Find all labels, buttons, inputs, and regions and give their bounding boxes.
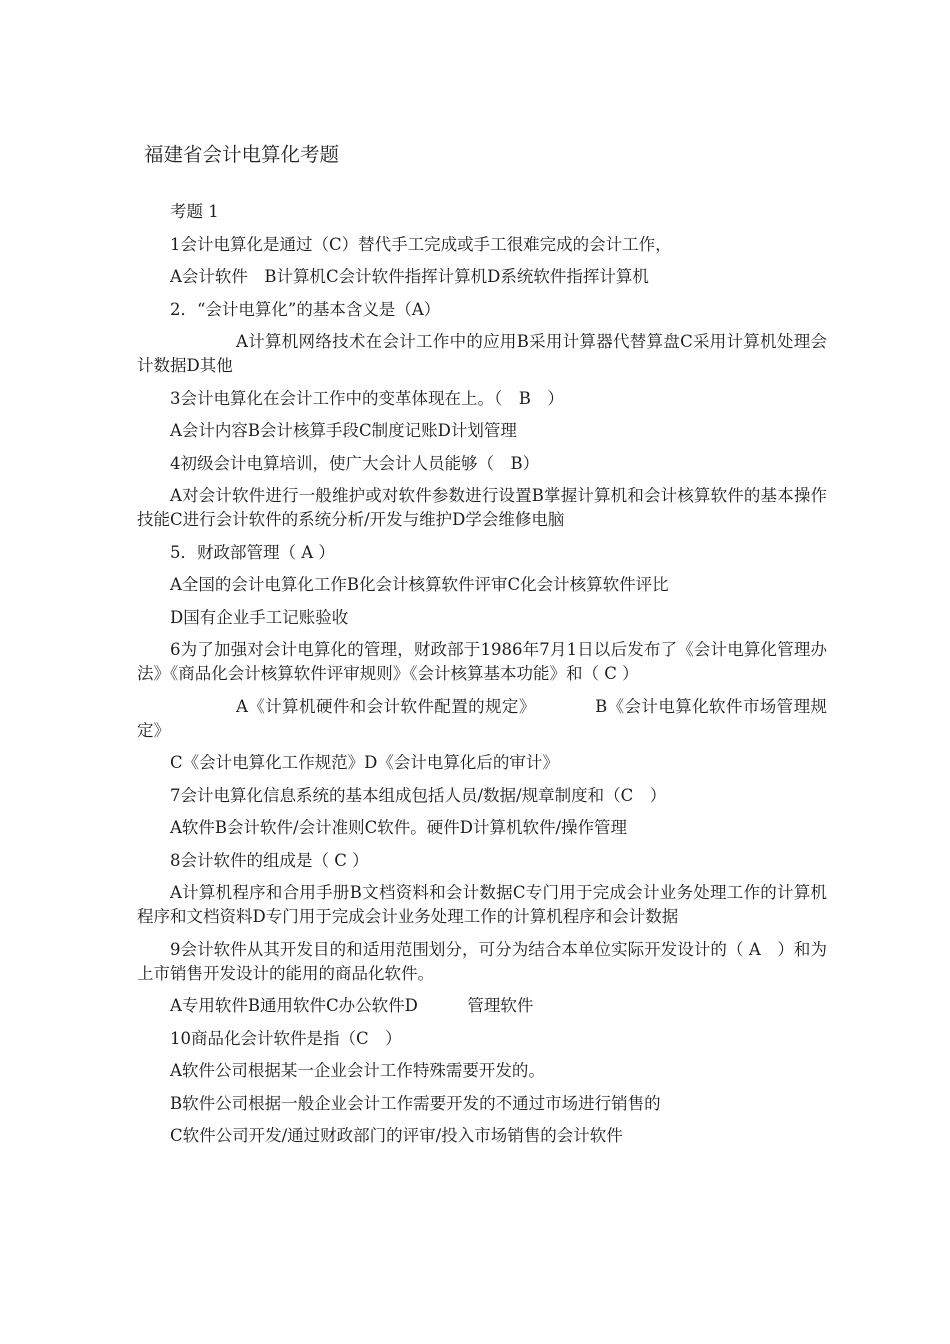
options-9: A专用软件B通用软件C办公软件D 管理软件: [170, 996, 534, 1015]
question-2: 2．“会计电算化”的基本含义是（A）: [170, 299, 441, 319]
option-10-b: B软件公司根据一般企业会计工作需要开发的不通过市场进行销售的: [170, 1093, 661, 1113]
options-5: A全国的会计电算化工作B化会计核算软件评审C化会计核算软件评比: [170, 575, 669, 594]
document-body: [137, 200, 827, 1148]
options-3: A会计内容B会计核算手段C制度记账D计划管理: [170, 421, 517, 440]
question-9: 9会计软件从其开发目的和适用范围划分，可分为结合本单位实际开发设计的（ A ）和为上市销售开发设计的能用的商品化软件。: [137, 939, 827, 983]
options-6-continued: C《会计电算化工作规范》D《会计电算化后的审计》: [170, 753, 559, 772]
options-4: A对会计软件进行一般维护或对软件参数进行设置B掌握计算机和会计核算软件的基本操作技能C进行会计软件的系统分析/开发与维护D学会维修电脑: [137, 486, 827, 529]
question-1: 1会计电算化是通过（C）替代手工完成或手工很难完成的会计工作，: [170, 234, 672, 254]
option-10-a: A软件公司根据某一企业会计工作特殊需要开发的。: [170, 1061, 545, 1080]
options-8: A计算机程序和合用手册B文档资料和会计数据C专门用于完成会计业务处理工作的计算机程序和文档资料D专门用于完成会计业务处理工作的计算机程序和会计数据: [137, 883, 827, 926]
question-5: 5．财政部管理（ A ）: [170, 542, 335, 562]
options-2: A计算机网络技术在会计工作中的应用B采用计算器代替算盘C采用计算机处理会计数据D其他: [137, 332, 827, 375]
question-4: 4初级会计电算培训，使广大会计人员能够（ B）: [170, 453, 540, 473]
question-8: 8会计软件的组成是（ C ）: [170, 850, 369, 870]
exam-heading: 考题 1: [170, 202, 219, 221]
question-6: 6为了加强对会计电算化的管理，财政部于1986年7月1日以后发布了《会计电算化管理办法》《商品化会计核算软件评审规则》《会计核算基本功能》和（ C ）: [137, 640, 827, 683]
options-7: A软件B会计软件/会计准则C软件。硬件D计算机软件/操作管理: [170, 818, 628, 837]
option-10-c: C软件公司开发/通过财政部门的评审/投入市场销售的会计软件: [170, 1126, 623, 1145]
question-7: 7会计电算化信息系统的基本组成包括人员/数据/规章制度和（C ）: [170, 785, 667, 805]
options-5-continued: D国有企业手工记账验收: [170, 607, 349, 627]
question-3: 3会计电算化在会计工作中的变革体现在上。（ B ）: [170, 388, 564, 408]
question-10: 10商品化会计软件是指（C ）: [170, 1028, 402, 1048]
options-1: A会计软件 B计算机C会计软件指挥计算机D系统软件指挥计算机: [170, 267, 649, 286]
options-6: A《计算机硬件和会计软件配置的规定》 B《会计电算化软件市场管理规定》: [137, 696, 827, 740]
document-title: 福建省会计电算化考题: [144, 143, 340, 166]
